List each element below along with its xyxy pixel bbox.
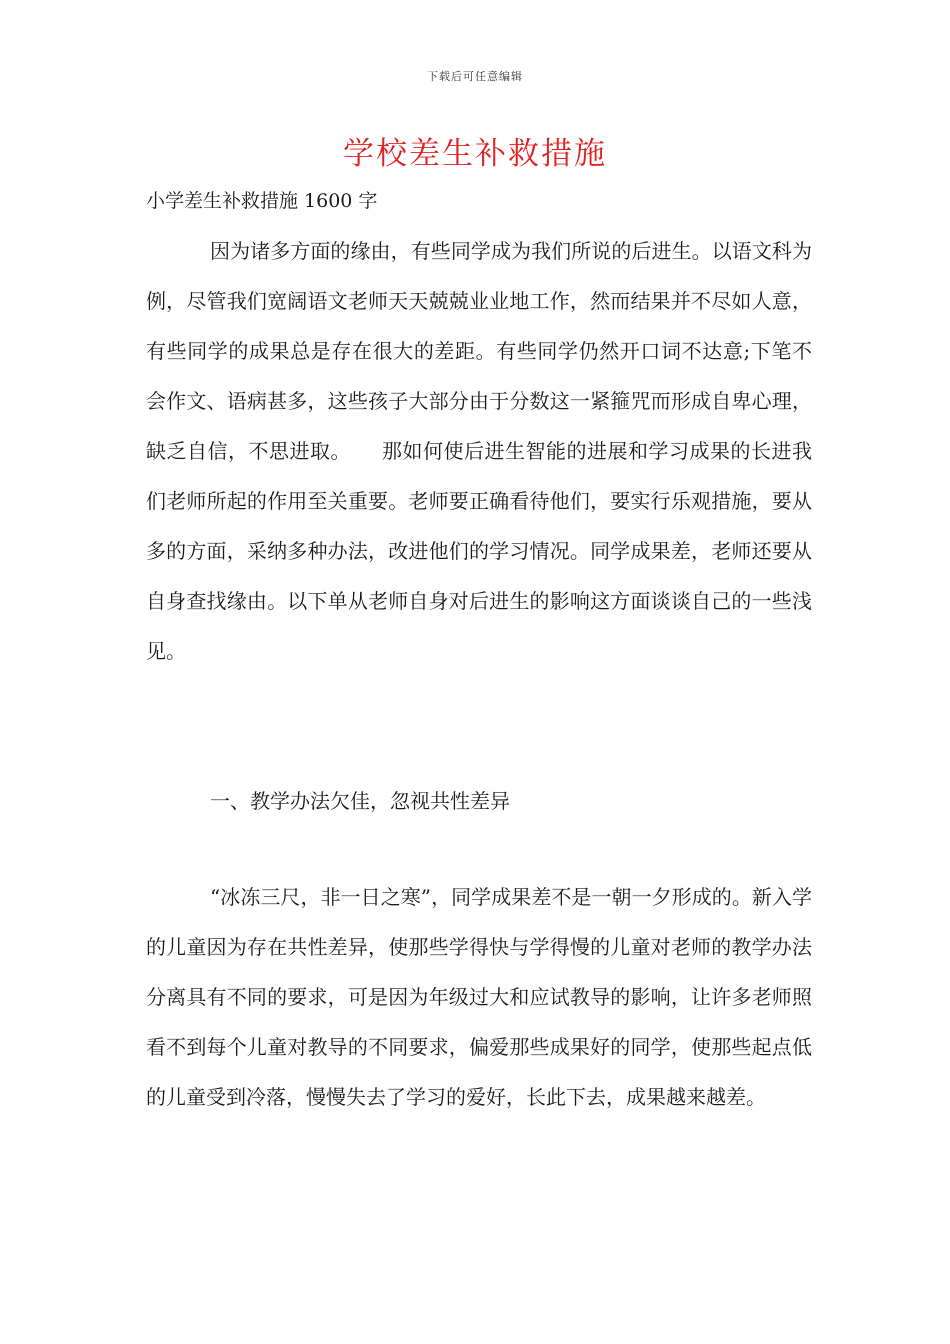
intro-paragraph: 因为诸多方面的缘由，有些同学成为我们所说的后进生。以语文科为例，尽管我们宽阔语文老师天天兢兢业业地工作，然而结果并不尽如人意，有些同学的成果总是存在很大的差距。有些同学仍然开口词不达意;下笔不会作文、语病甚多，这些孩子大部分由于分数这一紧箍咒而形成自卑心理，缺乏自信，不思进取。 那如何使后进生智能的进展和学习成果的长进我们老师所起的作用至关重要。老师要正确看待他们，要实行乐观措施，要从多的方面，采纳多种办法，改进他们的学习情况。同学成果差，老师还要从自身查找缘由。以下单从老师自身对后进生的影响这方面谈谈自己的一些浅见。 [146,239,812,663]
section-heading: 一、教学办法欠佳，忽视共性差异 [210,789,510,813]
document-title: 学校差生补救措施 [343,136,607,172]
page-header-note: 下载后可任意编辑 [427,70,523,83]
section-paragraph: “冰冻三尺，非一日之寒”，同学成果差不是一朝一夕形成的。新入学的儿童因为存在共性差异，使那些学得快与学得慢的儿童对老师的教学办法分离具有不同的要求，可是因为年级过大和应试教导的影响，让许多老师照看不到每个儿童对教导的不同要求，偏爱那些成果好的同学，使那些起点低的儿童受到冷落，慢慢失去了学习的爱好，长此下去，成果越来越差。 [146,885,812,1109]
document-subtitle: 小学差生补救措施 1600 字 [146,190,378,212]
